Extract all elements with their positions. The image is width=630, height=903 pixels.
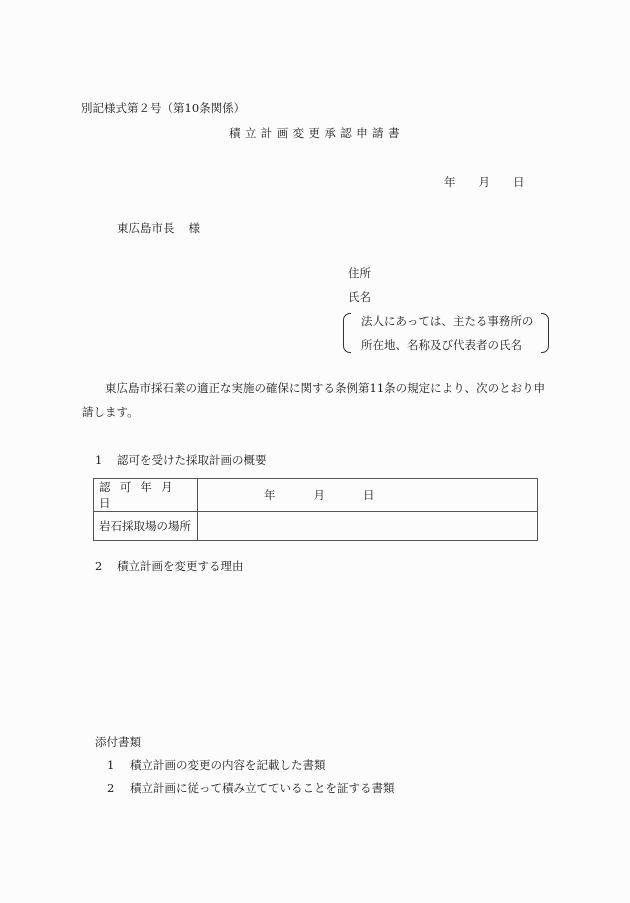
right-bracket (541, 313, 549, 353)
left-bracket (343, 313, 351, 353)
section1-title: 認可を受けた採取計画の概要 (117, 453, 267, 467)
attachment-item (107, 783, 395, 795)
form-number: 別記様式第２号（第10条関係） (81, 101, 246, 115)
recipient-name: 東広島市長 (117, 221, 175, 235)
change-reason-field[interactable] (95, 580, 540, 720)
quarry-location-field[interactable] (198, 512, 538, 541)
section2-title: 積立計画を変更する理由 (117, 559, 244, 573)
approval-date-label: 認可年月日 (94, 479, 198, 512)
recipient (117, 223, 200, 235)
month-label: 月 (478, 175, 490, 189)
corporation-note-line2: 所在地、名称及び代表者の氏名 (361, 338, 522, 352)
body-text-line2: 請します。 (82, 405, 139, 419)
name-label: 氏名 (348, 290, 371, 304)
address-label: 住所 (348, 266, 371, 280)
quarry-location-label: 岩石採取場の場所 (94, 512, 198, 541)
corporation-note (343, 313, 549, 353)
corporation-note-line1: 法人にあっては、主たる事務所の (361, 314, 534, 328)
attachments-heading: 添付書類 (95, 735, 141, 749)
section2-heading (95, 561, 244, 573)
approval-date-field[interactable] (198, 479, 538, 512)
table-row (94, 512, 538, 541)
table-row (94, 479, 538, 512)
approval-month-label: 月 (313, 488, 325, 502)
section1-heading (95, 455, 267, 467)
approved-plan-table (93, 478, 538, 541)
section2-number: 2 (95, 559, 103, 573)
approval-day-label: 日 (363, 488, 375, 502)
recipient-honorific: 様 (188, 221, 200, 235)
body-text-line1: 東広島市採石業の適正な実施の確保に関する条例第11条の規定により、次のとおり申 (105, 381, 546, 395)
year-label: 年 (444, 175, 456, 189)
document-title: 積立計画変更承認申請書 (229, 126, 404, 140)
approval-year-label: 年 (264, 488, 276, 502)
application-date (444, 177, 525, 189)
day-label: 日 (513, 175, 525, 189)
attachment-text: 積立計画の変更の内容を記載した書類 (130, 758, 326, 772)
attachment-item (107, 760, 326, 772)
attachment-text: 積立計画に従って積み立てていることを証する書類 (130, 781, 395, 795)
attachment-number: 1 (107, 758, 115, 772)
section1-number: 1 (95, 453, 103, 467)
attachment-number: 2 (107, 781, 115, 795)
